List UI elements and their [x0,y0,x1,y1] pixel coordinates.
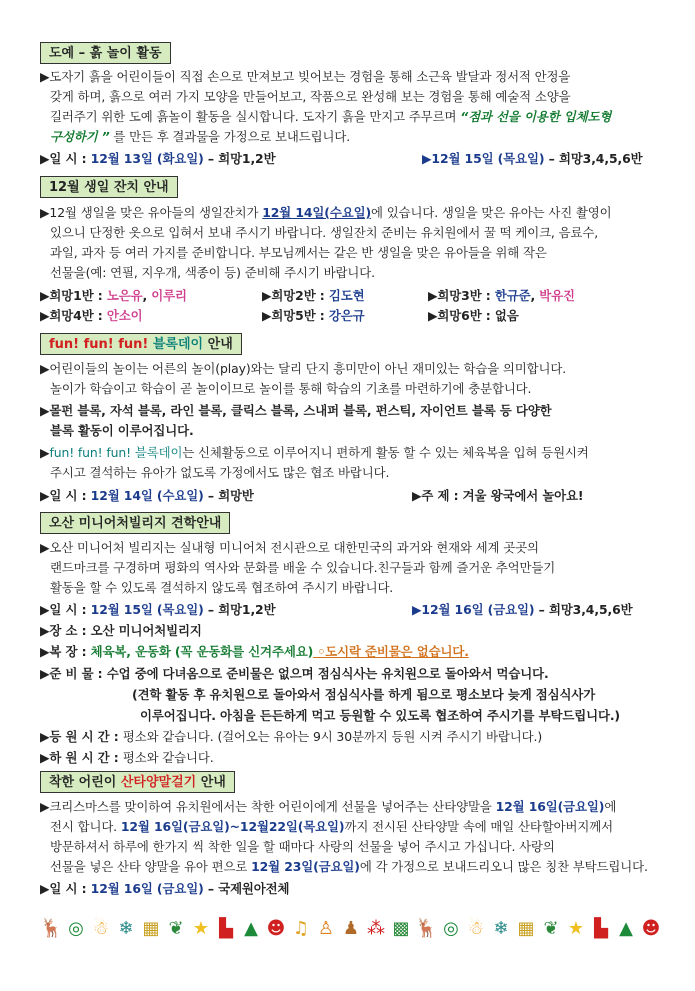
arrival-value: 평소와 같습니다. (걸어오는 유아는 9시 30분까지 등원 시켜 주시기 바랍니다.) [122,729,543,744]
field-dress [40,642,469,662]
date-target: – 희망3,4,5,6반 [544,151,643,166]
holly-icon: ❦ [543,918,559,939]
class-label: ▶희망2반 : [262,288,329,303]
pottery-highlight-end: 구성하기 ” [50,129,110,144]
date-value: 12월 16일 (금요일) [90,881,204,896]
birthday-class-2 [262,286,364,306]
child-name: 한규준 [494,288,531,303]
pottery-text: 길러주기 위한 도예 흙놀이 활동을 실시합니다. 도자기 흙을 만지고 주무르며 [50,109,461,124]
date-label: ▶일 시 : [40,602,91,617]
field-prep-line-1 [40,664,549,684]
block-text: 는 신체활동으로 이루어지니 편하게 활동 할 수 있는 체육복을 입혀 등원시켜 [182,445,589,460]
santa-icon: ☻ [641,918,661,939]
class-label: ▶희망1반 : [40,288,107,303]
class-label: ▶희망5반 : [262,308,329,323]
snowman-icon: ☃ [467,918,485,939]
date-target: – 국제원아전체 [203,881,290,896]
prep-value: 수업 중에 다녀옴으로 준비물은 없으며 점심식사는 유치원으로 돌아와서 먹습니다. [106,666,549,681]
section-title-block-day [40,333,242,355]
block-paragraph-line-5 [40,443,589,463]
field-arrival-time [40,727,542,747]
theme-value: 겨울 왕국에서 놀아요! [462,488,584,503]
santa-text: 전시 합니다. [50,819,121,834]
section-title-field-trip: 오산 미니어처빌리지 견학안내 [40,512,230,534]
date-target: – 희망반 [203,488,254,503]
stocking-icon: ▙ [219,918,233,939]
child-name: 안소이 [106,308,143,323]
pottery-paragraph-line-1: ▶도자기 흙을 어린이들이 직접 손으로 만져보고 빚어보는 경험을 통해 소근육 발달과 정서적 안정을 [40,69,571,84]
field-prep-line-3: 이루어집니다. 아침을 든든하게 먹고 등원할 수 있도록 협조하여 주시기를 부탁드립니다.) [140,708,620,723]
pottery-highlight: “점과 선을 이용한 입체도형 [460,109,612,124]
date-label: ▶일 시 : [40,488,91,503]
holly-icon: ❦ [168,918,184,939]
block-paragraph-line-2: 놀이가 학습이고 학습이 곧 놀이이므로 놀이를 통해 학습의 기초를 마련하기에 충분합니다. [50,381,532,396]
date-target: – 희망3,4,5,6반 [534,602,633,617]
dress-value: 체육복, 운동화 (꼭 운동화를 신겨주세요) [90,644,314,659]
bells-icon: ♫ [292,918,310,939]
field-date-2 [412,600,632,620]
birthday-paragraph-line-3: 과일, 과자 등 여러 가지를 준비합니다. 부모님께서는 같은 반 생일을 맞은 유아들을 위해 작은 [50,245,547,260]
star-icon: ★ [192,918,210,939]
birthday-paragraph-line-4: 선물을(예: 연필, 지우개, 색종이 등) 준비해 주시기 바랍니다. [50,265,375,280]
theme-label: ▶주 제 : [412,488,463,503]
pottery-paragraph-line-3 [50,107,611,127]
christmas-decoration-border [40,914,662,944]
title-fun: fun! fun! fun! [49,337,153,352]
gift-icon: ▦ [142,918,160,939]
pottery-date-2 [422,149,642,169]
santa-date [40,879,289,899]
present-icon: ▩ [392,918,410,939]
date-value: ▶12월 15일 (목요일) [422,151,545,166]
tree-icon: ▲ [619,918,633,939]
date-value: 12월 13일 (화요일) [90,151,204,166]
class-label: ▶희망3반 : [428,288,495,303]
field-paragraph-line-1: ▶오산 미니어처 빌리지는 실내형 미니어처 전시관으로 대한민국의 과거와 현재와 세계 곳곳의 [40,540,539,555]
name-separator: , [142,288,152,303]
birthday-paragraph-line-1 [40,203,612,223]
block-paragraph-line-3: ▶몰펀 블록, 자석 블록, 라인 블록, 클릭스 블록, 스내퍼 블록, 펀스틱, 자이언트 블록 등 다양한 [40,403,552,418]
wreath-icon: ◎ [443,918,459,939]
santa-text: 까지 전시된 산타양말 속에 매일 산타할아버지께서 [344,819,613,834]
block-theme [412,486,583,506]
section-title-pottery: 도예 – 흙 놀이 활동 [40,42,171,64]
prep-label: ▶준 비 물 : [40,666,107,681]
tree-icon: ▲ [244,918,258,939]
field-date-1 [40,600,275,620]
section-title-santa-stocking [40,771,235,793]
stocking-icon: ▙ [594,918,608,939]
santa-paragraph-line-1 [40,797,616,817]
pottery-paragraph-line-4 [50,127,350,147]
star-icon: ★ [567,918,585,939]
field-prep-line-2: (견학 활동 후 유치원으로 돌아와서 점심식사를 하게 됨으로 평소보다 늦게 점심식사가 [132,687,596,702]
candle-icon: ♙ [317,918,335,939]
name-separator: , [530,288,540,303]
child-name: 강은규 [328,308,365,323]
title-part: 착한 어린이 [49,775,121,790]
date-value: 12월 14일 (수요일) [90,488,204,503]
title-part: 안내 [196,775,226,790]
block-paragraph-line-4: 블록 활동이 이루어집니다. [50,423,194,438]
field-departure-time [40,748,214,768]
block-date [40,486,254,506]
block-day-name: fun! fun! fun! 블록데이 [49,445,183,460]
class-label: ▶희망4반 : [40,308,107,323]
birthday-class-1 [40,286,187,306]
child-name: 이루리 [151,288,187,303]
block-paragraph-line-1: ▶어린이들의 놀이는 어른의 놀이(play)와는 달리 단지 흥미만이 아닌 재미있는 학습을 의미합니다. [40,361,567,376]
birthday-class-5 [262,306,364,326]
gift-icon: ▦ [517,918,535,939]
field-paragraph-line-2: 랜드마크를 구경하며 평화의 역사와 문화를 배울 수 있습니다.친구들과 함께 즐거운 추억만들기 [50,560,556,575]
child-name: 노은유 [106,288,143,303]
date-value: 12월 15일 (목요일) [90,602,204,617]
field-place [40,621,202,641]
title-highlight: 산타양말걸기 [120,775,197,790]
birthday-date: 12월 14일(수요일) [262,205,372,220]
child-name: 없음 [494,308,519,323]
snowflake-icon: ❄ [118,918,134,939]
section-title-birthday: 12월 생일 잔치 안내 [40,176,178,198]
child-name: 박유진 [539,288,575,303]
birthday-class-3 [428,286,575,306]
santa-text: ▶크리스마스를 맞이하여 유치원에서는 착한 어린이에게 선물을 넣어주는 산타양말을 [40,799,496,814]
santa-return-date: 12월 23일(금요일) [251,859,360,874]
wreath-icon: ◎ [68,918,84,939]
santa-text: 에 [604,799,617,814]
gingerbread-icon: ♟ [342,918,360,939]
field-paragraph-line-3: 활동을 할 수 있도록 결석하지 않도록 협조하여 주시기 바랍니다. [50,580,394,595]
santa-icon: ☻ [266,918,286,939]
pottery-paragraph-line-2: 갖게 하며, 흙으로 여러 가지 모양을 만들어보고, 작품으로 완성해 보는 경험을 통해 예술적 소양을 [50,89,571,104]
place-value: 오산 미니어처빌리지 [90,623,202,638]
dress-label: ▶복 장 : [40,644,91,659]
title-block: 블록데이 [152,337,204,352]
class-label: ▶희망6반 : [428,308,495,323]
date-label: ▶일 시 : [40,151,91,166]
birthday-text: ▶12월 생일을 맞은 유아들의 생일잔치가 [40,205,263,220]
birthday-class-6 [428,306,519,326]
place-label: ▶장 소 : [40,623,91,638]
departure-value: 평소와 같습니다. [122,750,214,765]
date-target: – 희망1,2반 [203,602,276,617]
santa-date: 12월 16일(금요일) [495,799,605,814]
santa-text: 에 각 가정으로 보내드리오니 많은 칭찬 부탁드립니다. [359,859,648,874]
santa-text: 선물을 넣은 산타 양말을 유아 편으로 [50,859,252,874]
date-value: ▶12월 16일 (금요일) [412,602,535,617]
santa-paragraph-line-4 [50,857,648,877]
block-paragraph-line-6: 주시고 결석하는 유아가 없도록 가정에서도 많은 협조 바랍니다. [50,465,390,480]
date-label: ▶일 시 : [40,881,91,896]
reindeer-icon: 🦌 [40,918,63,939]
departure-label: ▶하 원 시 간 : [40,750,123,765]
child-name: 김도현 [328,288,365,303]
birthday-paragraph-line-2: 있으니 단정한 옷으로 입혀서 보내 주시기 바랍니다. 생일잔치 준비는 유치원에서 꿀 떡 케이크, 음료수, [50,225,599,240]
santa-paragraph-line-2 [50,817,613,837]
bullet: ▶ [40,445,50,460]
arrival-label: ▶등 원 시 간 : [40,729,123,744]
pottery-date-1 [40,149,275,169]
snowflake-icon: ❄ [493,918,509,939]
snowman-icon: ☃ [92,918,110,939]
birthday-class-4 [40,306,142,326]
birthday-text: 에 있습니다. 생일을 맞은 유아는 사진 촬영이 [371,205,612,220]
santa-paragraph-line-3: 방문하셔서 하루에 한가지 씩 착한 일을 할 때마다 사랑의 선물을 넣어 주시고 가십니다. 사랑의 [50,839,555,854]
candy-cane-icon: ⁂ [367,918,385,939]
dress-note: ◦도시락 준비물은 없습니다. [313,644,469,659]
reindeer-icon: 🦌 [415,918,438,939]
pottery-text-end: 를 만든 후 결과물을 가정으로 보내드립니다. [109,129,351,144]
date-target: – 희망1,2반 [203,151,276,166]
title-rest: 안내 [203,337,233,352]
santa-date-range: 12월 16일(금요일)~12월22일(목요일) [120,819,345,834]
